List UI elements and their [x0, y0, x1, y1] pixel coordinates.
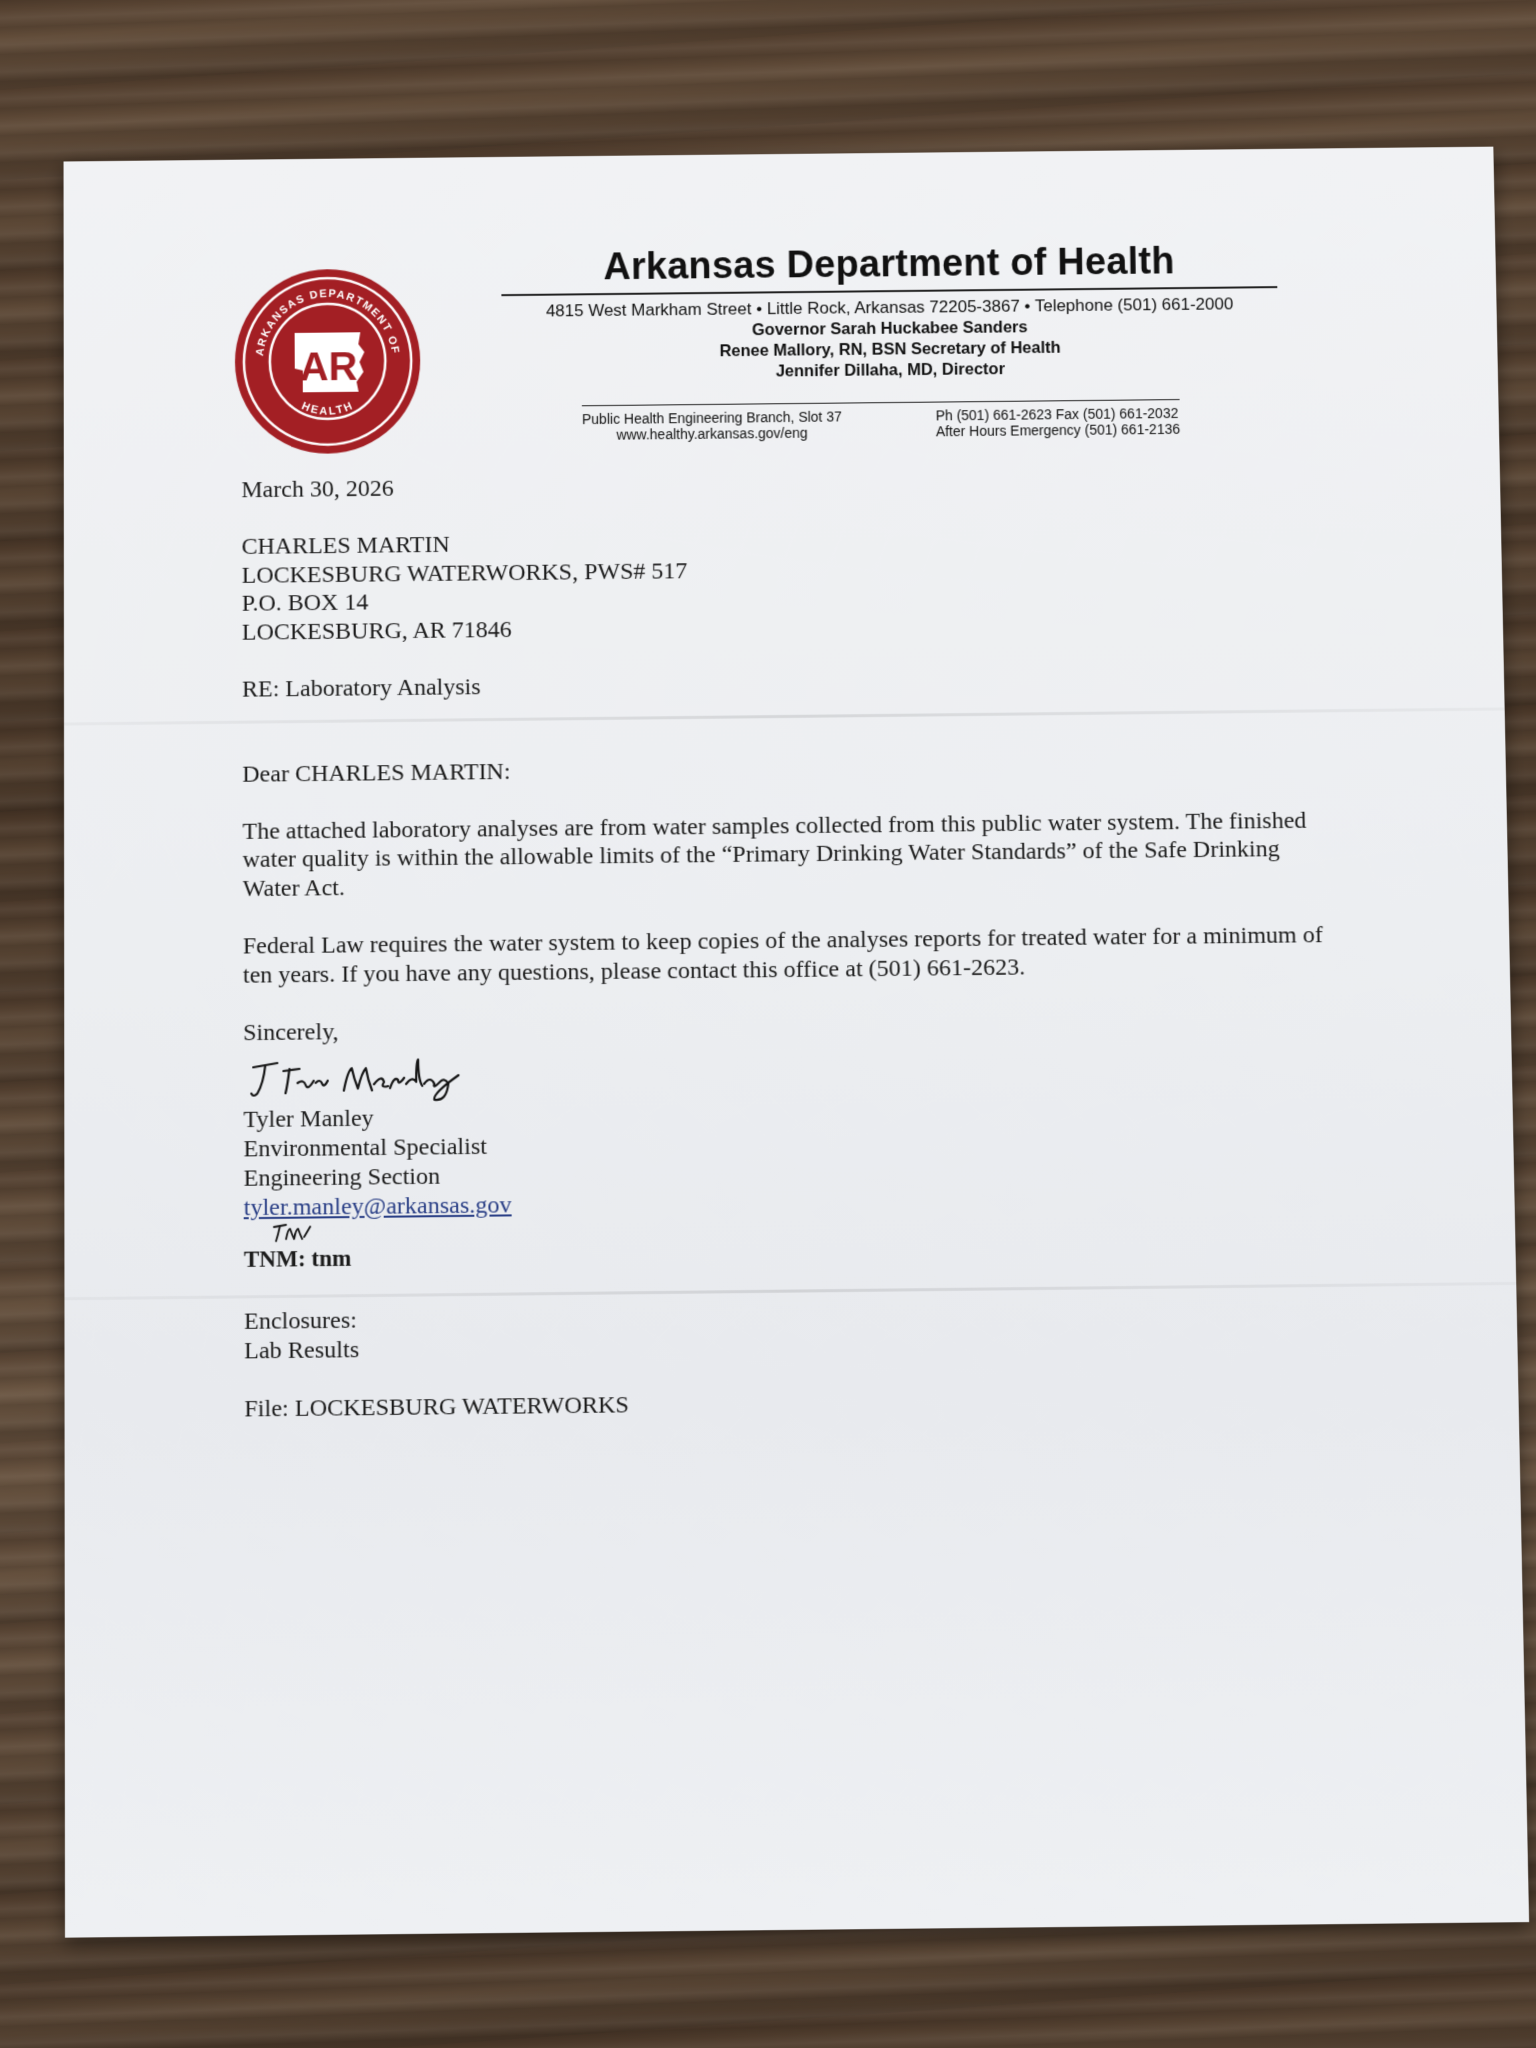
recipient-org: LOCKESBURG WATERWORKS, PWS# 517 — [241, 557, 688, 589]
letter-paper — [64, 147, 1530, 1938]
svg-text:ARKANSAS DEPARTMENT OF: ARKANSAS DEPARTMENT OF — [254, 287, 402, 357]
director-line: Jennifer Dillaha, MD, Director — [775, 360, 1006, 381]
department-seal-logo — [233, 266, 423, 456]
secretary-line: Renee Mallory, RN, BSN Secretary of Health — [719, 338, 1061, 361]
recipient-name: CHARLES MARTIN — [241, 531, 450, 560]
recipient-address — [242, 522, 1322, 648]
svg-text:HEALTH: HEALTH — [299, 399, 356, 418]
subject-line: RE: Laboratory Analysis — [241, 674, 481, 703]
branch-phone-fax: Ph (501) 661-2623 Fax (501) 661-2032 — [935, 405, 1179, 424]
branch-emergency: After Hours Emergency (501) 661-2136 — [935, 420, 1181, 440]
handwritten-initials — [270, 1220, 314, 1245]
signer-title: Environmental Specialist — [243, 1133, 488, 1163]
branch-url: www.healthy.arkansas.gov/eng — [616, 424, 808, 443]
department-address: 4815 West Markham Street • Little Rock, Arkansas 72205-3867 • Telephone (501) 661-2000 — [545, 294, 1234, 321]
closing: Sincerely, — [243, 1018, 339, 1046]
enclosures-label: Enclosures: — [243, 1307, 358, 1336]
handwritten-signature — [247, 1055, 468, 1106]
recipient-po-box: P.O. BOX 14 — [241, 589, 369, 618]
reference-initials: TNM: tnm — [243, 1245, 352, 1272]
enclosures-item: Lab Results — [244, 1336, 360, 1365]
signer-email-link[interactable]: tyler.manley@arkansas.gov — [243, 1191, 512, 1221]
governor-line: Governor Sarah Huckabee Sanders — [751, 318, 1028, 340]
svg-text:AR: AR — [299, 345, 358, 390]
recipient-city: LOCKESBURG, AR 71846 — [241, 617, 512, 646]
body-paragraph-2: Federal Law requires the water system to keep copies of the analyses reports for treated water for a minimum of ten years. If you have any questions, please contact this office at (501) 661-2623. — [242, 922, 1324, 989]
signer-name: Tyler Manley — [243, 1105, 374, 1134]
letter-date: March 30, 2026 — [241, 475, 394, 504]
branch-info — [582, 399, 1180, 443]
department-title: Arkansas Department of Health — [501, 240, 1277, 297]
branch-name: Public Health Engineering Branch, Slot 37 — [581, 408, 842, 428]
salutation: Dear CHARLES MARTIN: — [242, 758, 511, 788]
file-line: File: LOCKESBURG WATERWORKS — [244, 1391, 630, 1423]
body-paragraph-1: The attached laboratory analyses are from water samples collected from this public water system. The finished water quality is within the allowable limits of the “Primary Drinking Water Standards” of the Safe Drinking Water Act. — [242, 807, 1307, 903]
letterhead — [501, 240, 1279, 385]
signer-section: Engineering Section — [243, 1163, 441, 1192]
letter-body — [241, 465, 1335, 1424]
